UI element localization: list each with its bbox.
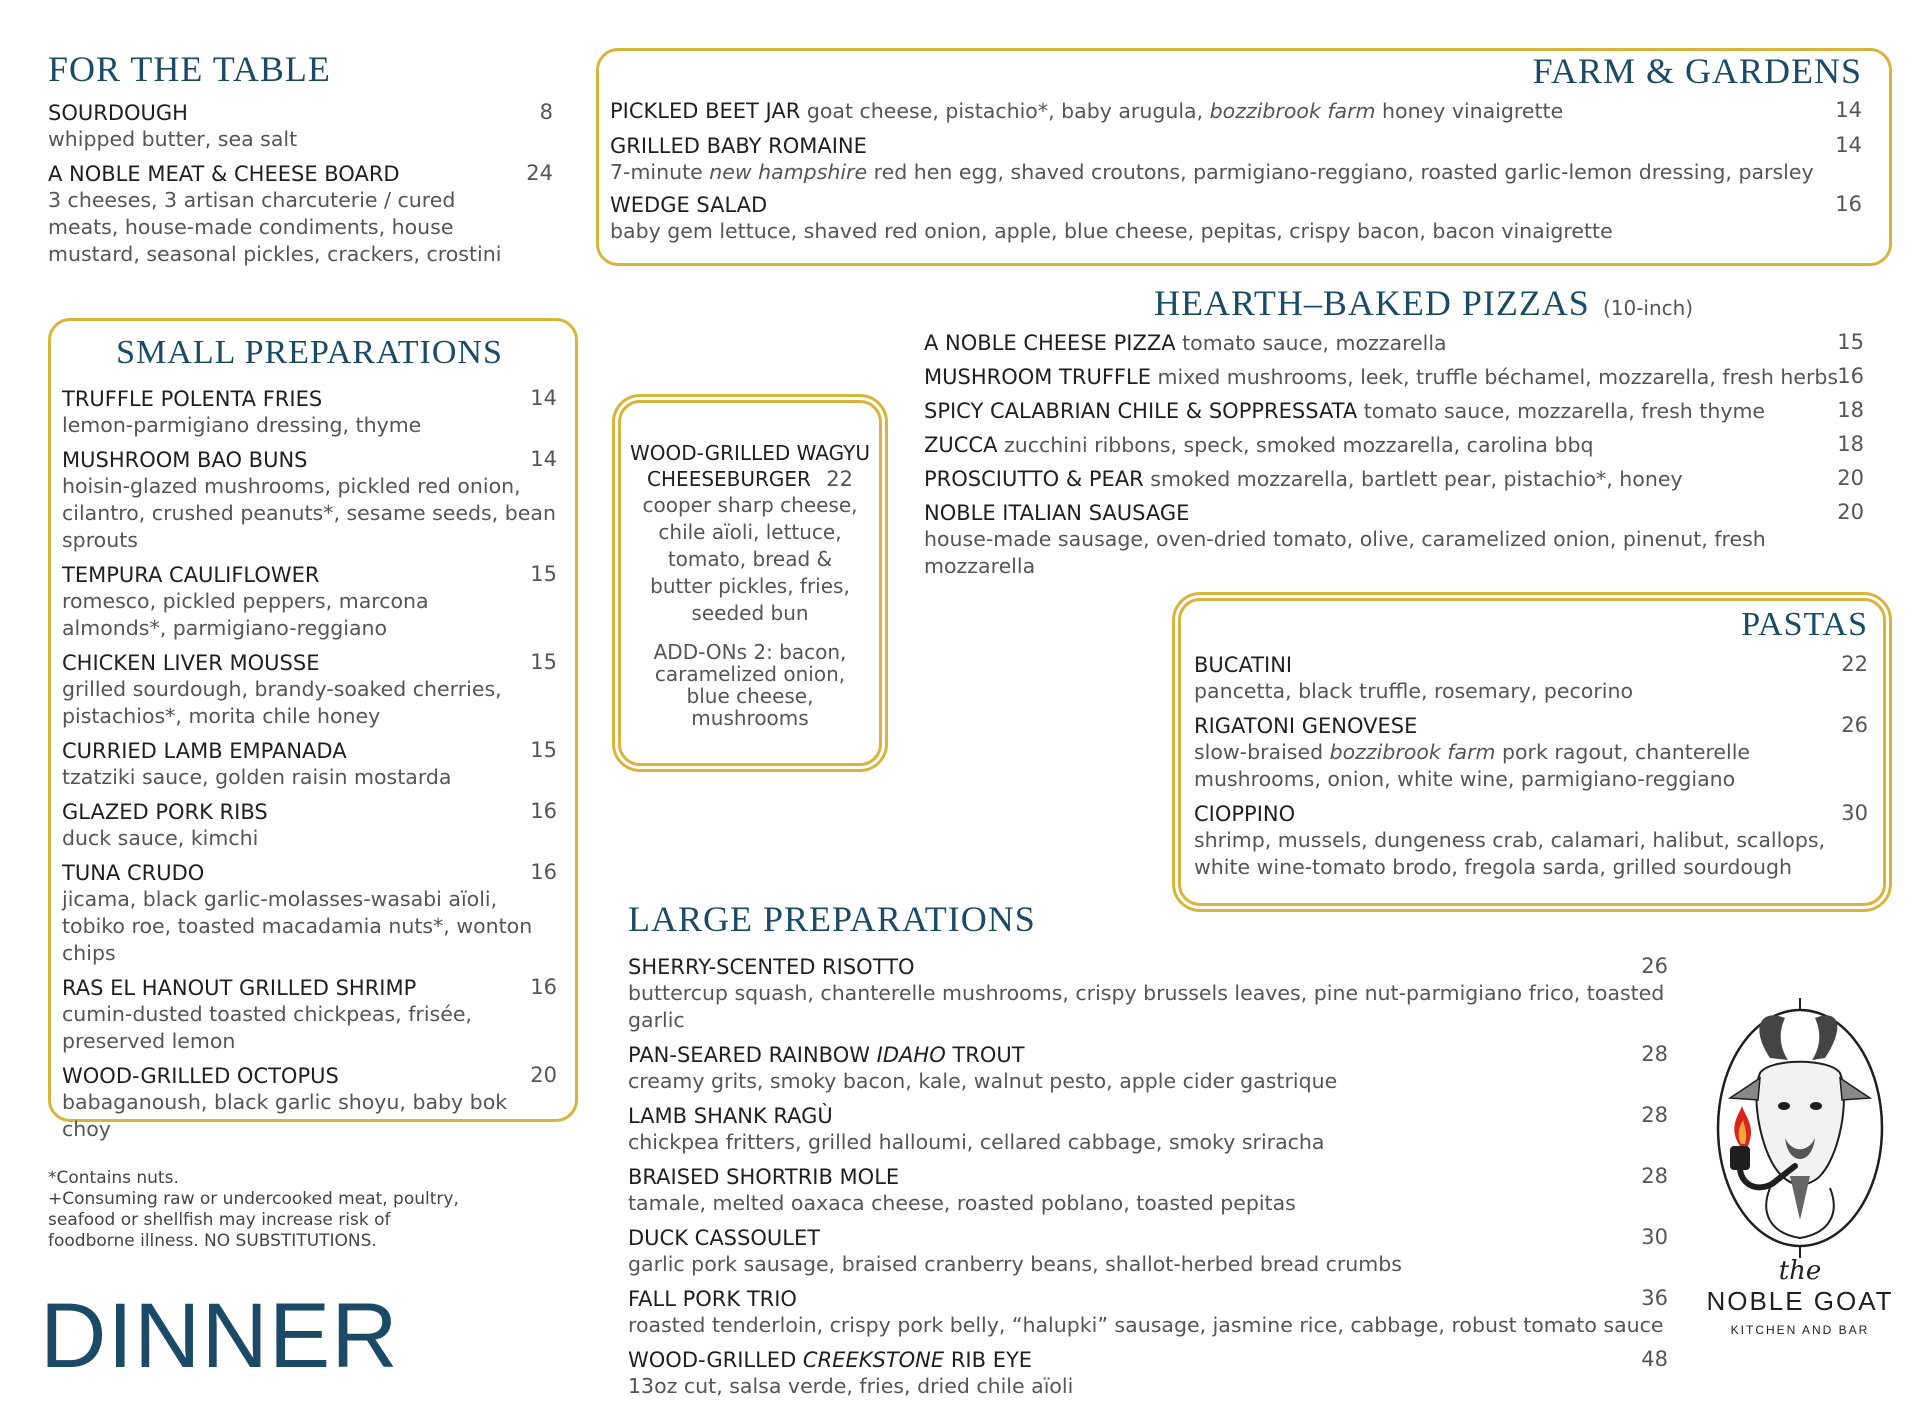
pizzas-title: HEARTH–BAKED PIZZAS	[1154, 283, 1590, 323]
footnotes	[48, 1168, 468, 1252]
item-desc: slow-braised	[1194, 740, 1330, 764]
large-preparations-title: LARGE PREPARATIONS	[628, 899, 1036, 939]
item-price: 15	[1837, 330, 1864, 354]
menu-item	[924, 364, 1864, 391]
menu-item	[628, 1225, 1668, 1278]
menu-item	[62, 650, 557, 730]
item-desc: honey vinaigrette	[1375, 99, 1564, 123]
item-desc: tomato sauce, mozzarella	[1175, 331, 1447, 355]
item-desc: 13oz cut, salsa verde, fries, dried chile aïoli	[628, 1374, 1074, 1398]
for-the-table-section	[48, 48, 553, 268]
menu-item	[628, 1286, 1668, 1339]
item-desc: roasted tenderloin, crispy pork belly, “halupki” sausage, jasmine rice, cabbage, robust tomato sauce	[628, 1313, 1664, 1337]
menu-item	[62, 799, 557, 852]
item-price: 20	[1837, 500, 1864, 524]
item-desc: zucchini ribbons, speck, smoked mozzarella, carolina bbq	[997, 433, 1594, 457]
item-price: 15	[530, 738, 557, 762]
logo-tagline: KITCHEN AND BAR	[1730, 1323, 1870, 1337]
item-desc: red hen egg, shaved croutons, parmigiano-reggiano, roasted garlic-lemon dressing, parsley	[867, 160, 1814, 184]
item-price: 16	[1835, 192, 1862, 216]
item-desc: tomato sauce, mozzarella, fresh thyme	[1357, 399, 1766, 423]
item-price: 14	[1835, 98, 1862, 122]
item-name: CHICKEN LIVER MOUSSE	[62, 651, 320, 675]
item-price: 18	[1837, 432, 1864, 456]
menu-item	[48, 161, 553, 268]
item-price: 16	[530, 975, 557, 999]
item-name: A NOBLE CHEESE PIZZA	[924, 331, 1176, 355]
menu-item	[62, 447, 557, 554]
for-the-table-title: FOR THE TABLE	[48, 49, 331, 89]
item-name: GLAZED PORK RIBS	[62, 800, 268, 824]
item-name: DUCK CASSOULET	[628, 1226, 821, 1250]
item-desc: whipped butter, sea salt	[48, 127, 298, 151]
menu-item	[62, 860, 557, 967]
item-price: 15	[530, 562, 557, 586]
item-desc: lemon-parmigiano dressing, thyme	[62, 413, 422, 437]
item-name: PAN-SEARED RAINBOW IDAHO TROUT	[628, 1043, 1025, 1067]
pastas-title: PASTAS	[1741, 606, 1868, 643]
item-desc: shrimp, mussels, dungeness crab, calamari, halibut, scallops, white wine-tomato brodo, fregola sarda, grilled sourdough	[1194, 828, 1826, 879]
item-price: 16	[530, 860, 557, 884]
item-price: 16	[1837, 364, 1864, 388]
item-price: 15	[530, 650, 557, 674]
burger-name-line2: CHEESEBURGER	[647, 467, 811, 491]
pizzas-header	[924, 282, 1864, 324]
item-price: 14	[530, 386, 557, 410]
menu-item	[628, 1347, 1668, 1400]
item-name: PICKLED BEET JAR	[610, 99, 801, 123]
item-desc: creamy grits, smoky bacon, kale, walnut pesto, apple cider gastrique	[628, 1069, 1338, 1093]
menu-item	[1194, 652, 1868, 705]
item-desc: hoisin-glazed mushrooms, pickled red onion, cilantro, crushed peanuts*, sesame seeds, bean sprouts	[62, 474, 556, 552]
item-desc-italic: bozzibrook farm	[1329, 740, 1496, 764]
item-name: NOBLE ITALIAN SAUSAGE	[924, 501, 1190, 525]
item-price: 14	[530, 447, 557, 471]
item-desc: 7-minute	[610, 160, 710, 184]
item-name: BRAISED SHORTRIB MOLE	[628, 1165, 900, 1189]
item-name: PROSCIUTTO & PEAR	[924, 467, 1144, 491]
menu-item	[62, 386, 557, 439]
menu-item	[62, 562, 557, 642]
menu-item	[48, 100, 553, 153]
item-desc: house-made sausage, oven-dried tomato, olive, caramelized onion, pinenut, fresh mozzarella	[924, 527, 1766, 578]
item-desc: pancetta, black truffle, rosemary, pecorino	[1194, 679, 1634, 703]
item-price: 14	[1835, 133, 1862, 157]
item-desc: tzatziki sauce, golden raisin mostarda	[62, 765, 452, 789]
burger-section	[622, 440, 878, 729]
dinner-label: DINNER	[40, 1285, 399, 1387]
menu-item	[924, 500, 1864, 580]
menu-item	[62, 738, 557, 791]
item-desc: 3 cheeses, 3 artisan charcuterie / cured meats, house-made condiments, house mustard, seasonal pickles, crackers, crostini	[48, 188, 502, 266]
burger-addons: ADD-ONs 2: bacon, caramelized onion, blue cheese, mushrooms	[653, 640, 847, 730]
item-price: 18	[1837, 398, 1864, 422]
logo-the: the	[1778, 1256, 1822, 1286]
burger-name-line2-row	[622, 466, 878, 492]
item-desc: buttercup squash, chanterelle mushrooms, crispy brussels leaves, pine nut-parmigiano frico, toasted garlic	[628, 981, 1665, 1032]
item-name: FALL PORK TRIO	[628, 1287, 797, 1311]
menu-item	[610, 192, 1862, 245]
pizzas-subtitle: (10-inch)	[1602, 296, 1694, 320]
small-preparations-section	[62, 334, 557, 1143]
item-price: 8	[539, 100, 553, 124]
menu-item	[924, 432, 1864, 459]
item-name: SHERRY-SCENTED RISOTTO	[628, 955, 915, 979]
item-desc: goat cheese, pistachio*, baby arugula,	[800, 99, 1210, 123]
item-price: 20	[530, 1063, 557, 1087]
item-desc: romesco, pickled peppers, marcona almonds*, parmigiano-reggiano	[62, 589, 429, 640]
menu-item	[924, 330, 1864, 357]
item-price: 26	[1641, 954, 1668, 978]
item-name: SPICY CALABRIAN CHILE & SOPPRESSATA	[924, 399, 1358, 423]
item-name: TRUFFLE POLENTA FRIES	[62, 387, 323, 411]
item-name: SOURDOUGH	[48, 101, 188, 125]
item-desc: cumin-dusted toasted chickpeas, frisée, preserved lemon	[62, 1002, 472, 1053]
menu-item	[1194, 801, 1868, 881]
goat-illustration	[1700, 988, 1900, 1258]
menu-item	[62, 1063, 557, 1143]
goat-logo	[1700, 988, 1900, 1388]
large-preparations-section	[628, 898, 1668, 1400]
farm-gardens-section	[610, 50, 1862, 245]
menu-item	[610, 133, 1862, 186]
item-desc: smoked mozzarella, bartlett pear, pistachio*, honey	[1143, 467, 1683, 491]
item-name: MUSHROOM TRUFFLE	[924, 365, 1151, 389]
item-name: A NOBLE MEAT & CHEESE BOARD	[48, 162, 400, 186]
burger-price: 22	[826, 467, 853, 491]
pizzas-section	[924, 282, 1864, 580]
item-desc: pork ragout, chanterelle mushrooms, onion, white wine, parmigiano-reggiano	[1194, 740, 1751, 791]
menu-item	[924, 466, 1864, 493]
item-desc: grilled sourdough, brandy-soaked cherries, pistachios*, morita chile honey	[62, 677, 502, 728]
menu-item	[62, 975, 557, 1055]
item-name: RIGATONI GENOVESE	[1194, 714, 1418, 738]
item-price: 36	[1641, 1286, 1668, 1310]
item-desc: duck sauce, kimchi	[62, 826, 259, 850]
item-price: 26	[1841, 713, 1868, 737]
footnote-nuts: *Contains nuts.	[48, 1168, 179, 1188]
item-price: 22	[1841, 652, 1868, 676]
item-desc: garlic pork sausage, braised cranberry beans, shallot-herbed bread crumbs	[628, 1252, 1402, 1276]
item-name: RAS EL HANOUT GRILLED SHRIMP	[62, 976, 417, 1000]
item-desc: babaganoush, black garlic shoyu, baby bok choy	[62, 1090, 508, 1141]
item-desc: baby gem lettuce, shaved red onion, apple, blue cheese, pepitas, crispy bacon, bacon vinaigrette	[610, 219, 1613, 243]
item-price: 24	[526, 161, 553, 185]
item-price: 16	[530, 799, 557, 823]
item-name: BUCATINI	[1194, 653, 1293, 677]
item-price: 30	[1641, 1225, 1668, 1249]
item-price: 48	[1641, 1347, 1668, 1371]
burger-name-line1: WOOD-GRILLED WAGYU	[630, 441, 870, 465]
menu-item	[1194, 713, 1868, 793]
menu-item	[628, 1103, 1668, 1156]
item-name: MUSHROOM BAO BUNS	[62, 448, 308, 472]
burger-desc: cooper sharp cheese, chile aïoli, lettuce, tomato, bread & butter pickles, fries, seeded bun	[642, 493, 858, 625]
menu-item	[628, 954, 1668, 1034]
item-name: WOOD-GRILLED CREEKSTONE RIB EYE	[628, 1348, 1033, 1372]
item-price: 28	[1641, 1042, 1668, 1066]
footnote-raw: +Consuming raw or undercooked meat, poultry, seafood or shellfish may increase risk of foodborne illness. NO SUBSTITUTIONS.	[48, 1189, 459, 1251]
item-name: GRILLED BABY ROMAINE	[610, 134, 867, 158]
menu-item	[924, 398, 1864, 425]
logo-name: NOBLE GOAT	[1706, 1286, 1894, 1316]
pastas-section	[1194, 606, 1868, 881]
item-name: TUNA CRUDO	[62, 861, 205, 885]
item-name: CURRIED LAMB EMPANADA	[62, 739, 347, 763]
item-desc: chickpea fritters, grilled halloumi, cellared cabbage, smoky sriracha	[628, 1130, 1325, 1154]
menu-item	[610, 98, 1862, 125]
item-desc-italic: bozzibrook farm	[1209, 99, 1376, 123]
item-price: 28	[1641, 1164, 1668, 1188]
item-name: WEDGE SALAD	[610, 193, 768, 217]
item-desc: jicama, black garlic-molasses-wasabi aïoli, tobiko roe, toasted macadamia nuts*, wonton chips	[62, 887, 533, 965]
menu-item	[628, 1042, 1668, 1095]
item-name: LAMB SHANK RAGÙ	[628, 1104, 833, 1128]
item-price: 28	[1641, 1103, 1668, 1127]
small-preparations-title: SMALL PREPARATIONS	[116, 334, 503, 371]
item-desc-italic: new hampshire	[709, 160, 868, 184]
item-desc: mixed mushrooms, leek, truffle béchamel, mozzarella, fresh herbs	[1150, 365, 1839, 389]
item-name: TEMPURA CAULIFLOWER	[62, 563, 320, 587]
item-name: ZUCCA	[924, 433, 998, 457]
item-name: CIOPPINO	[1194, 802, 1296, 826]
menu-item	[628, 1164, 1668, 1217]
item-name: WOOD-GRILLED OCTOPUS	[62, 1064, 339, 1088]
item-price: 30	[1841, 801, 1868, 825]
item-desc: tamale, melted oaxaca cheese, roasted poblano, toasted pepitas	[628, 1191, 1296, 1215]
farm-gardens-title: FARM & GARDENS	[1532, 51, 1862, 91]
item-price: 20	[1837, 466, 1864, 490]
